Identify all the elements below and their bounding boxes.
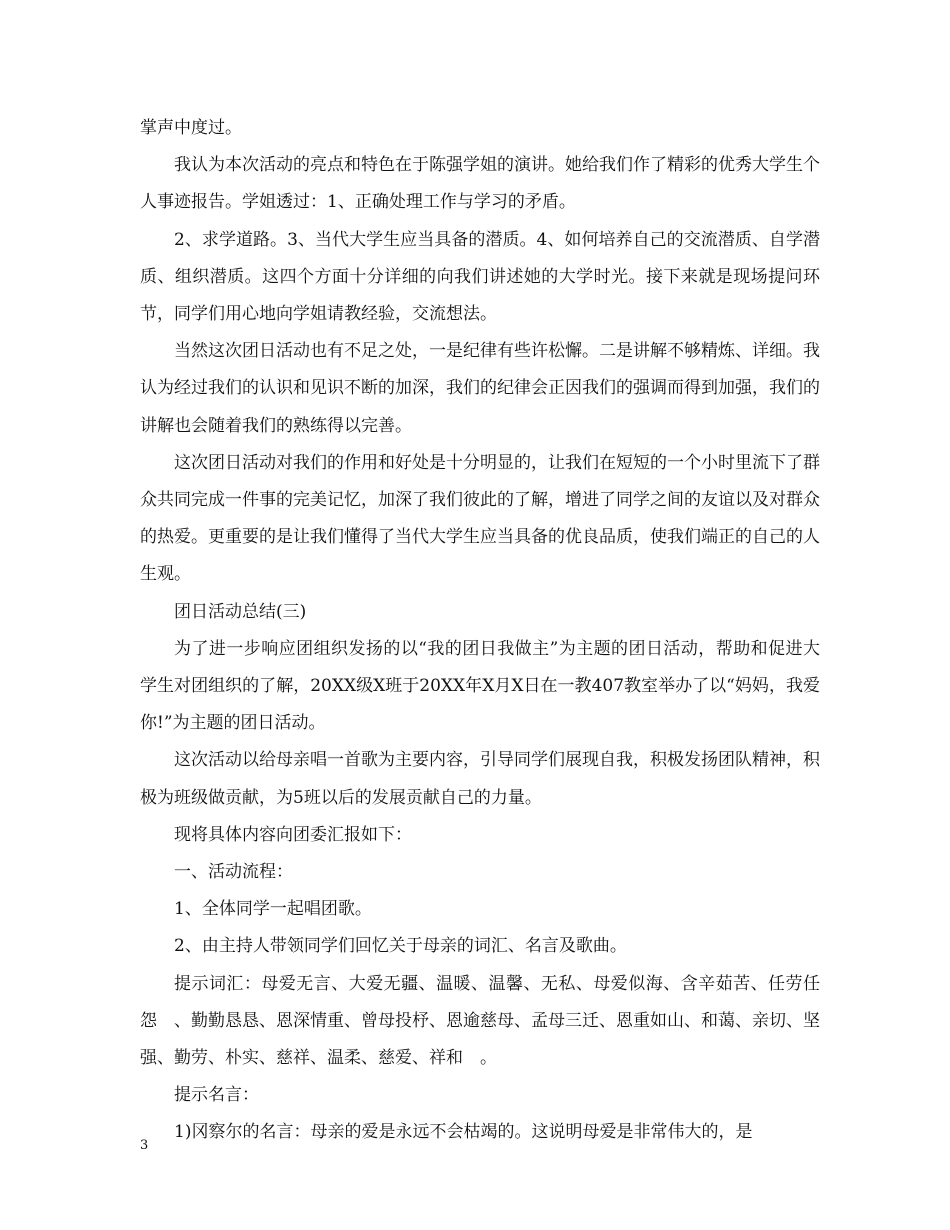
paragraph: 当然这次团日活动也有不足之处，一是纪律有些许松懈。二是讲解不够精炼、详细。我认为经过我们的认识和见识不断的加深，我们的纪律会正因我们的强调而得到加强，我们的讲解也会随着我们的熟练得以完善。 [140,341,820,436]
paragraph: 2、由主持人带领同学们回忆关于母亲的词汇、名言及歌曲。 [174,936,627,957]
page-number: 3 [140,1138,149,1153]
paragraph: 1)冈察尔的名言：母亲的爱是永远不会枯竭的。这说明母爱是非常伟大的，是 [174,1122,753,1143]
paragraph: 提示名言： [174,1085,259,1106]
paragraph: 这次活动以给母亲唱一首歌为主要内容，引导同学们展现自我，积极发扬团队精神，积极为班级做贡献，为5班以后的发展贡献自己的力量。 [140,750,820,808]
paragraph: 一、活动流程： [174,862,293,883]
paragraph: 团日活动总结(三) [174,601,307,622]
document-body [140,110,820,1152]
paragraph: 提示词汇：母爱无言、大爱无疆、温暖、温馨、无私、母爱似海、含辛茹苦、任劳任怨 、勤勤恳恳、恩深情重、曾母投杼、恩逾慈母、孟母三迁、恩重如山、和蔼、亲切、坚强、勤劳、朴实、慈祥、温柔、慈爱、祥和 。 [140,973,820,1069]
paragraph: 掌声中度过。 [140,118,242,138]
paragraph: 这次团日活动对我们的作用和好处是十分明显的，让我们在短短的一个小时里流下了群众共同完成一件事的完美记忆，加深了我们彼此的了解，增进了同学之间的友谊以及对群众的热爱。更重要的是让我们懂得了当代大学生应当具备的优良品质，使我们端正的自己的人生观。 [140,452,820,585]
paragraph: 我认为本次活动的亮点和特色在于陈强学姐的演讲。她给我们作了精彩的优秀大学生个人事迹报告。学姐透过：1、正确处理工作与学习的矛盾。 [140,155,820,213]
paragraph: 为了进一步响应团组织发扬的以“我的团日我做主”为主题的团日活动，帮助和促进大学生对团组织的了解，20XX级X班于20XX年X月X日在一教407教室举办了以“妈妈，我爱你!”为主题的团日活动。 [140,638,820,734]
paragraph: 1、全体同学一起唱团歌。 [174,899,372,920]
paragraph: 2、求学道路。3、当代大学生应当具备的潜质。4、如何培养自己的交流潜质、自学潜质、组织潜质。这四个方面十分详细的向我们讲述她的大学时光。接下来就是现场提问环节，同学们用心地向学姐请教经验，交流想法。 [140,229,820,325]
paragraph: 现将具体内容向团委汇报如下： [174,824,412,845]
